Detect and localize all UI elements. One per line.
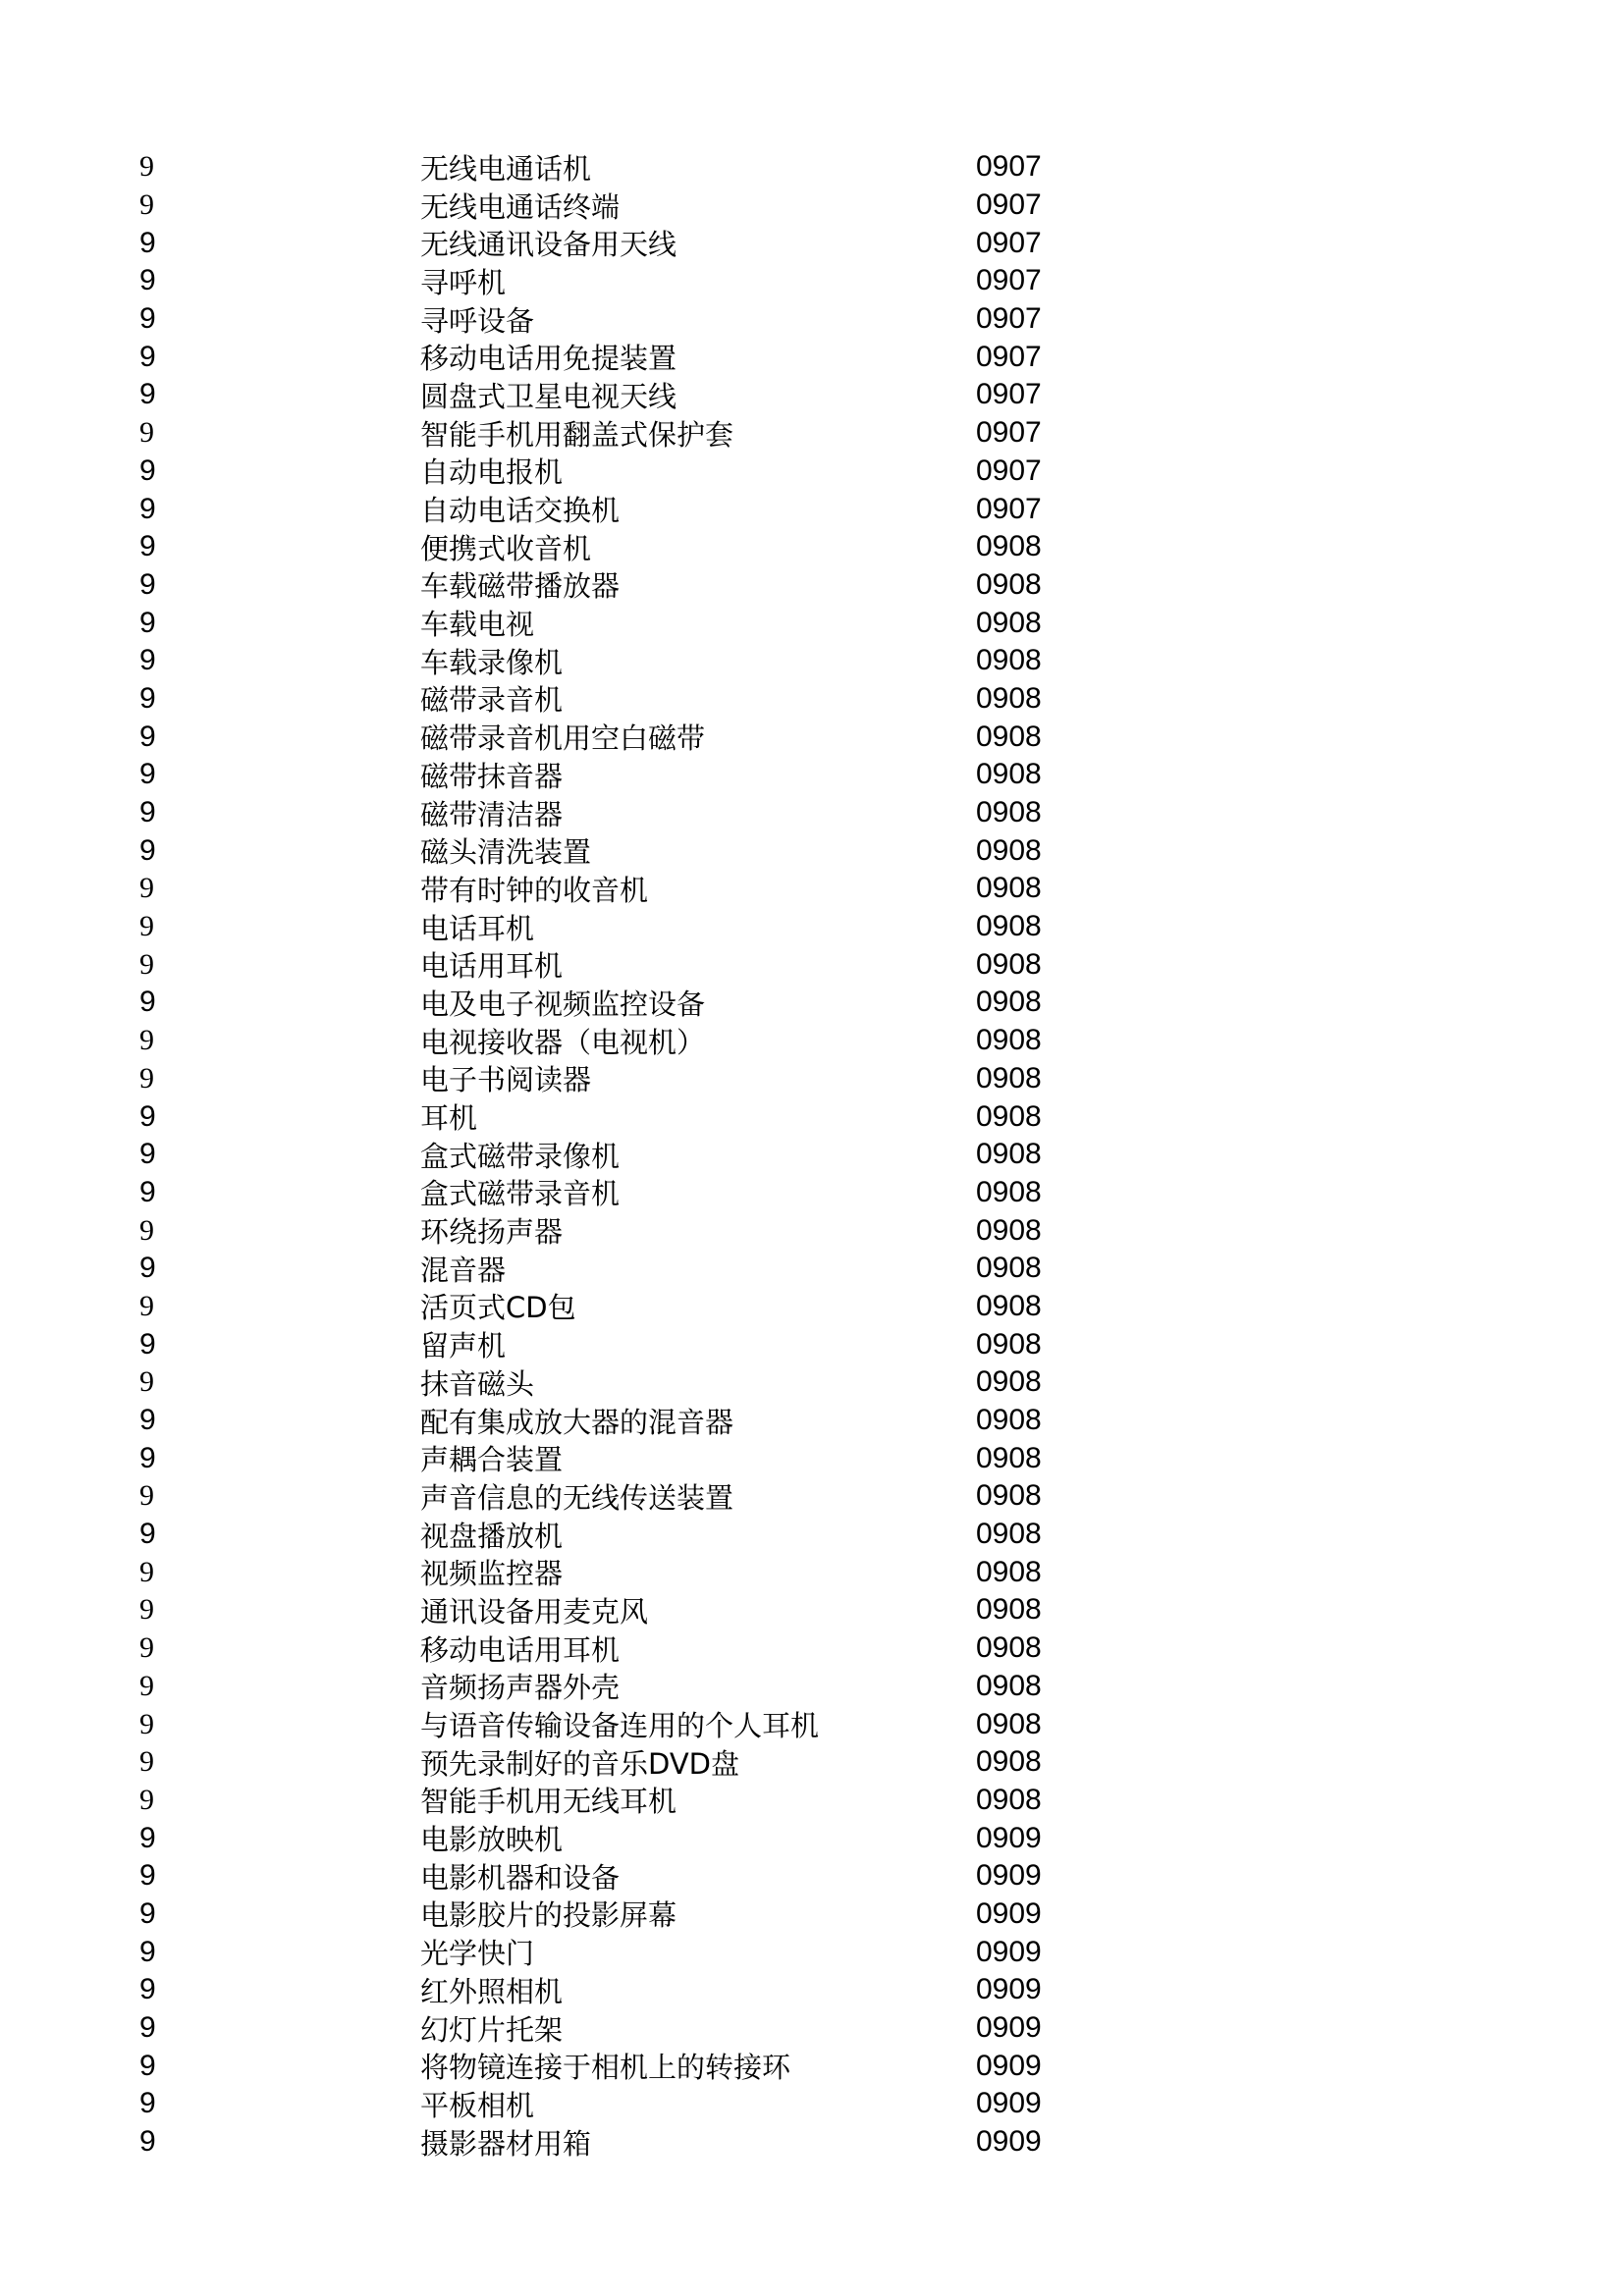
class-number: 9 [139, 340, 156, 373]
table-row [139, 1819, 1121, 1857]
group-code: 0908 [976, 1518, 1042, 1551]
goods-name: 电视接收器（电视机） [420, 1025, 706, 1059]
group-code: 0908 [976, 567, 1042, 601]
class-number: 9 [139, 2087, 156, 2120]
group-code: 0907 [976, 492, 1042, 525]
table-row [139, 1136, 1121, 1174]
group-code: 0908 [976, 872, 1042, 905]
group-code: 0908 [976, 1555, 1042, 1588]
goods-name: 电及电子视频监控设备 [420, 987, 706, 1021]
group-code: 0908 [976, 1024, 1042, 1057]
table-row [139, 1782, 1121, 1820]
table-row [139, 1896, 1121, 1934]
goods-name: 车载磁带播放器 [420, 569, 621, 604]
class-number: 9 [139, 1138, 156, 1171]
class-number: 9 [139, 378, 156, 411]
table-row [139, 338, 1121, 376]
table-row [139, 1591, 1121, 1629]
class-number: 9 [139, 872, 154, 905]
group-code: 0907 [976, 226, 1042, 259]
class-number: 9 [139, 1252, 156, 1285]
goods-name: 将物镜连接于相机上的转接环 [420, 2051, 791, 2085]
table-row [139, 908, 1121, 946]
table-row [139, 604, 1121, 642]
goods-name: 红外照相机 [420, 1974, 564, 2008]
table-row [139, 2009, 1121, 2048]
group-code: 0908 [976, 1099, 1042, 1133]
group-code: 0909 [976, 2087, 1042, 2120]
goods-name: 电影放映机 [420, 1823, 564, 1857]
group-code: 0908 [976, 1061, 1042, 1095]
goods-name: 视频监控器 [420, 1557, 564, 1591]
group-code: 0907 [976, 454, 1042, 487]
group-code: 0907 [976, 150, 1042, 184]
group-code: 0908 [976, 758, 1042, 791]
goods-name: 与语音传输设备连用的个人耳机 [420, 1709, 820, 1743]
class-number: 9 [139, 2125, 156, 2159]
goods-name: 活页式CD包 [420, 1291, 576, 1325]
group-code: 0908 [976, 1289, 1042, 1322]
table-row [139, 642, 1121, 680]
group-code: 0907 [976, 416, 1042, 450]
table-row [139, 1022, 1121, 1060]
table-row [139, 1705, 1121, 1743]
goods-name: 电话耳机 [420, 911, 535, 945]
table-row [139, 1174, 1121, 1212]
group-code: 0908 [976, 1365, 1042, 1399]
goods-name: 磁带抹音器 [420, 759, 564, 793]
table-row [139, 1097, 1121, 1136]
goods-name: 通讯设备用麦克风 [420, 1594, 649, 1629]
group-code: 0908 [976, 720, 1042, 753]
group-code: 0908 [976, 796, 1042, 829]
class-number: 9 [139, 1896, 156, 1930]
class-number: 9 [139, 1099, 156, 1133]
table-row [139, 1629, 1121, 1668]
goods-name: 盒式磁带录音机 [420, 1177, 621, 1211]
class-number: 9 [139, 1479, 154, 1513]
goods-name: 摄影器材用箱 [420, 2126, 592, 2161]
goods-name: 盒式磁带录像机 [420, 1139, 621, 1173]
table-row [139, 1516, 1121, 1554]
class-number: 9 [139, 150, 154, 184]
group-code: 0908 [976, 1745, 1042, 1779]
group-code: 0907 [976, 340, 1042, 373]
goods-name: 便携式收音机 [420, 531, 592, 565]
table-row [139, 1439, 1121, 1477]
table-row [139, 2047, 1121, 2085]
goods-name: 电影胶片的投影屏幕 [420, 1898, 677, 1933]
group-code: 0908 [976, 606, 1042, 639]
table-row [139, 566, 1121, 605]
goods-name: 留声机 [420, 1329, 507, 1363]
table-row [139, 794, 1121, 832]
table-row [139, 453, 1121, 491]
goods-name: 移动电话用耳机 [420, 1632, 621, 1667]
goods-name: 声耦合装置 [420, 1443, 564, 1477]
table-row [139, 831, 1121, 870]
goods-table [139, 148, 1121, 2161]
table-row [139, 1363, 1121, 1402]
group-code: 0909 [976, 1821, 1042, 1854]
table-row [139, 2085, 1121, 2123]
goods-name: 混音器 [420, 1253, 507, 1287]
class-number: 9 [139, 1821, 156, 1854]
table-row [139, 262, 1121, 300]
table-row [139, 300, 1121, 339]
class-number: 9 [139, 1859, 156, 1893]
group-code: 0908 [976, 947, 1042, 981]
group-code: 0908 [976, 1593, 1042, 1627]
table-row [139, 680, 1121, 719]
goods-name: 磁带清洁器 [420, 797, 564, 831]
class-number: 9 [139, 947, 154, 981]
table-row [139, 1060, 1121, 1098]
goods-name: 智能手机用翻盖式保护套 [420, 417, 734, 452]
table-row [139, 376, 1121, 414]
class-number: 9 [139, 796, 156, 829]
table-row [139, 528, 1121, 566]
table-row [139, 224, 1121, 262]
table-row [139, 1477, 1121, 1516]
class-number: 9 [139, 492, 156, 525]
goods-name: 寻呼设备 [420, 303, 535, 338]
table-row [139, 984, 1121, 1022]
table-row [139, 1211, 1121, 1250]
table-row [139, 1325, 1121, 1363]
group-code: 0908 [976, 1404, 1042, 1437]
table-row [139, 490, 1121, 528]
class-number: 9 [139, 1669, 154, 1702]
class-number: 9 [139, 226, 156, 259]
class-number: 9 [139, 1365, 154, 1399]
group-code: 0909 [976, 1896, 1042, 1930]
group-code: 0908 [976, 1252, 1042, 1285]
table-row [139, 1288, 1121, 1326]
goods-name: 无线电通话终端 [420, 189, 621, 224]
group-code: 0908 [976, 644, 1042, 677]
group-code: 0909 [976, 2125, 1042, 2159]
goods-name: 自动电报机 [420, 455, 564, 490]
group-code: 0908 [976, 1213, 1042, 1247]
class-number: 9 [139, 1175, 156, 1208]
goods-name: 无线通讯设备用天线 [420, 228, 677, 262]
group-code: 0908 [976, 1441, 1042, 1474]
goods-name: 配有集成放大器的混音器 [420, 1405, 734, 1439]
table-row [139, 1933, 1121, 1971]
class-number: 9 [139, 681, 156, 715]
class-number: 9 [139, 1555, 154, 1588]
table-row [139, 870, 1121, 908]
class-number: 9 [139, 606, 156, 639]
class-number: 9 [139, 758, 156, 791]
class-number: 9 [139, 530, 156, 563]
group-code: 0907 [976, 264, 1042, 297]
goods-name: 环绕扬声器 [420, 1215, 564, 1250]
group-code: 0908 [976, 1783, 1042, 1816]
goods-name: 自动电话交换机 [420, 494, 621, 528]
table-row [139, 945, 1121, 984]
group-code: 0908 [976, 986, 1042, 1019]
class-number: 9 [139, 188, 154, 222]
group-code: 0909 [976, 2011, 1042, 2045]
table-row [139, 1857, 1121, 1896]
class-number: 9 [139, 302, 156, 336]
class-number: 9 [139, 1783, 154, 1816]
goods-name: 智能手机用无线耳机 [420, 1785, 677, 1819]
table-row [139, 756, 1121, 794]
table-row [139, 1668, 1121, 1706]
group-code: 0909 [976, 1973, 1042, 2006]
goods-name: 耳机 [420, 1101, 478, 1136]
class-number: 9 [139, 2049, 156, 2082]
class-number: 9 [139, 1707, 154, 1740]
class-number: 9 [139, 1024, 154, 1057]
group-code: 0909 [976, 1935, 1042, 1968]
goods-name: 抹音磁头 [420, 1366, 535, 1401]
class-number: 9 [139, 1631, 154, 1665]
group-code: 0908 [976, 1631, 1042, 1665]
goods-name: 寻呼机 [420, 265, 507, 299]
goods-name: 电子书阅读器 [420, 1063, 592, 1097]
group-code: 0908 [976, 1138, 1042, 1171]
group-code: 0908 [976, 681, 1042, 715]
group-code: 0908 [976, 1707, 1042, 1740]
group-code: 0907 [976, 378, 1042, 411]
goods-name: 视盘播放机 [420, 1519, 564, 1553]
table-row [139, 1402, 1121, 1440]
table-row [139, 148, 1121, 187]
class-number: 9 [139, 1289, 154, 1322]
class-number: 9 [139, 720, 156, 753]
group-code: 0907 [976, 188, 1042, 222]
class-number: 9 [139, 1973, 156, 2006]
table-row [139, 1250, 1121, 1288]
class-number: 9 [139, 1745, 154, 1779]
class-number: 9 [139, 1518, 156, 1551]
table-row [139, 718, 1121, 756]
class-number: 9 [139, 1441, 156, 1474]
class-number: 9 [139, 986, 156, 1019]
class-number: 9 [139, 567, 156, 601]
class-number: 9 [139, 1935, 156, 1968]
class-number: 9 [139, 1404, 156, 1437]
class-number: 9 [139, 910, 154, 943]
goods-name: 移动电话用免提装置 [420, 342, 677, 376]
goods-name: 幻灯片托架 [420, 2012, 564, 2047]
table-row [139, 1743, 1121, 1782]
goods-name: 电话用耳机 [420, 949, 564, 984]
class-number: 9 [139, 2011, 156, 2045]
group-code: 0908 [976, 530, 1042, 563]
table-row [139, 1971, 1121, 2009]
table-row [139, 187, 1121, 225]
class-number: 9 [139, 1327, 156, 1361]
class-number: 9 [139, 1061, 154, 1095]
goods-name: 带有时钟的收音机 [420, 873, 649, 907]
table-row [139, 2123, 1121, 2162]
goods-name: 车载电视 [420, 608, 535, 642]
goods-name: 光学快门 [420, 1937, 535, 1971]
goods-name: 磁带录音机 [420, 683, 564, 718]
goods-name: 音频扬声器外壳 [420, 1671, 621, 1705]
class-number: 9 [139, 454, 156, 487]
goods-name: 车载录像机 [420, 645, 564, 679]
class-number: 9 [139, 833, 156, 867]
goods-name: 平板相机 [420, 2088, 535, 2122]
goods-name: 磁带录音机用空白磁带 [420, 721, 706, 756]
table-row [139, 1553, 1121, 1591]
goods-name: 圆盘式卫星电视天线 [420, 379, 677, 413]
group-code: 0909 [976, 2049, 1042, 2082]
goods-name: 预先录制好的音乐DVD盘 [420, 1746, 739, 1781]
goods-name: 磁头清洗装置 [420, 835, 592, 870]
goods-name: 电影机器和设备 [420, 1860, 621, 1895]
class-number: 9 [139, 1593, 154, 1627]
group-code: 0908 [976, 1175, 1042, 1208]
class-number: 9 [139, 1213, 154, 1247]
group-code: 0908 [976, 833, 1042, 867]
group-code: 0909 [976, 1859, 1042, 1893]
group-code: 0908 [976, 910, 1042, 943]
class-number: 9 [139, 416, 154, 450]
group-code: 0908 [976, 1479, 1042, 1513]
goods-name: 无线电通话机 [420, 151, 592, 186]
goods-name: 声音信息的无线传送装置 [420, 1480, 734, 1515]
class-number: 9 [139, 644, 156, 677]
table-row [139, 414, 1121, 453]
group-code: 0908 [976, 1327, 1042, 1361]
class-number: 9 [139, 264, 156, 297]
group-code: 0907 [976, 302, 1042, 336]
group-code: 0908 [976, 1669, 1042, 1702]
